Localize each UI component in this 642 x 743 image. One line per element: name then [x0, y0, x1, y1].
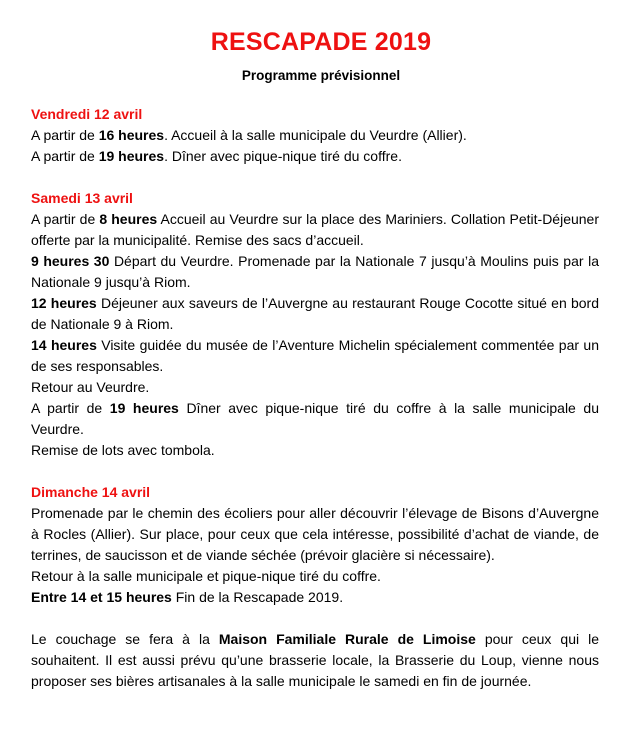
document-subtitle: Programme prévisionnel: [241, 68, 401, 83]
program-line: A partir de 19 heures Dîner avec pique-nique tiré du coffre à la salle municipale du Veurdre.: [31, 400, 599, 437]
day-heading-friday: Vendredi 12 avril: [31, 106, 143, 122]
day-heading-sunday: Dimanche 14 avril: [31, 484, 151, 500]
program-line: A partir de 16 heures. Accueil à la salle municipale du Veurdre (Allier).: [31, 127, 467, 143]
day-heading-saturday: Samedi 13 avril: [31, 190, 133, 206]
document-title: RESCAPADE 2019: [210, 28, 432, 56]
program-line: 12 heures Déjeuner aux saveurs de l’Auvergne au restaurant Rouge Cocotte situé en bord de Nationale 9 à Riom.: [31, 295, 599, 332]
section-friday: [31, 104, 599, 167]
program-line: 14 heures Visite guidée du musée de l’Aventure Michelin spécialement commentée par un de ses responsables.: [31, 337, 599, 374]
program-line: Retour à la salle municipale et pique-nique tiré du coffre.: [31, 568, 381, 584]
section-accommodation: [31, 629, 599, 692]
accommodation-paragraph: Le couchage se fera à la Maison Familiale Rurale de Limoise pour ceux qui le souhaitent. Il est aussi prévu qu’une brasserie locale, la Brasserie du Loup, vienne nous proposer ses bières artisanales à la salle municipale le samedi en fin de journée.: [31, 631, 599, 689]
program-line: Retour au Veurdre.: [31, 379, 150, 395]
program-line: Promenade par le chemin des écoliers pour aller découvrir l’élevage de Bisons d’Auvergne à Rocles (Allier). Sur place, pour ceux que cela intéresse, possibilité d’achat de viande, de terrines, de saucisson et de viande séchée (prévoir glacière si nécessaire).: [31, 505, 599, 563]
program-line: 9 heures 30 Départ du Veurdre. Promenade par la Nationale 7 jusqu’à Moulins puis par la Nationale 9 jusqu’à Riom.: [31, 253, 599, 290]
section-sunday: [31, 482, 599, 608]
program-line: A partir de 8 heures Accueil au Veurdre sur la place des Mariniers. Collation Petit-Déjeuner offerte par la municipalité. Remise des sacs d’accueil.: [31, 211, 600, 248]
program-line: Remise de lots avec tombola.: [31, 442, 215, 458]
section-saturday: [31, 188, 599, 461]
program-line: A partir de 19 heures. Dîner avec pique-nique tiré du coffre.: [31, 148, 402, 164]
program-content: [31, 104, 599, 713]
program-line: Entre 14 et 15 heures Fin de la Rescapade 2019.: [31, 589, 344, 605]
